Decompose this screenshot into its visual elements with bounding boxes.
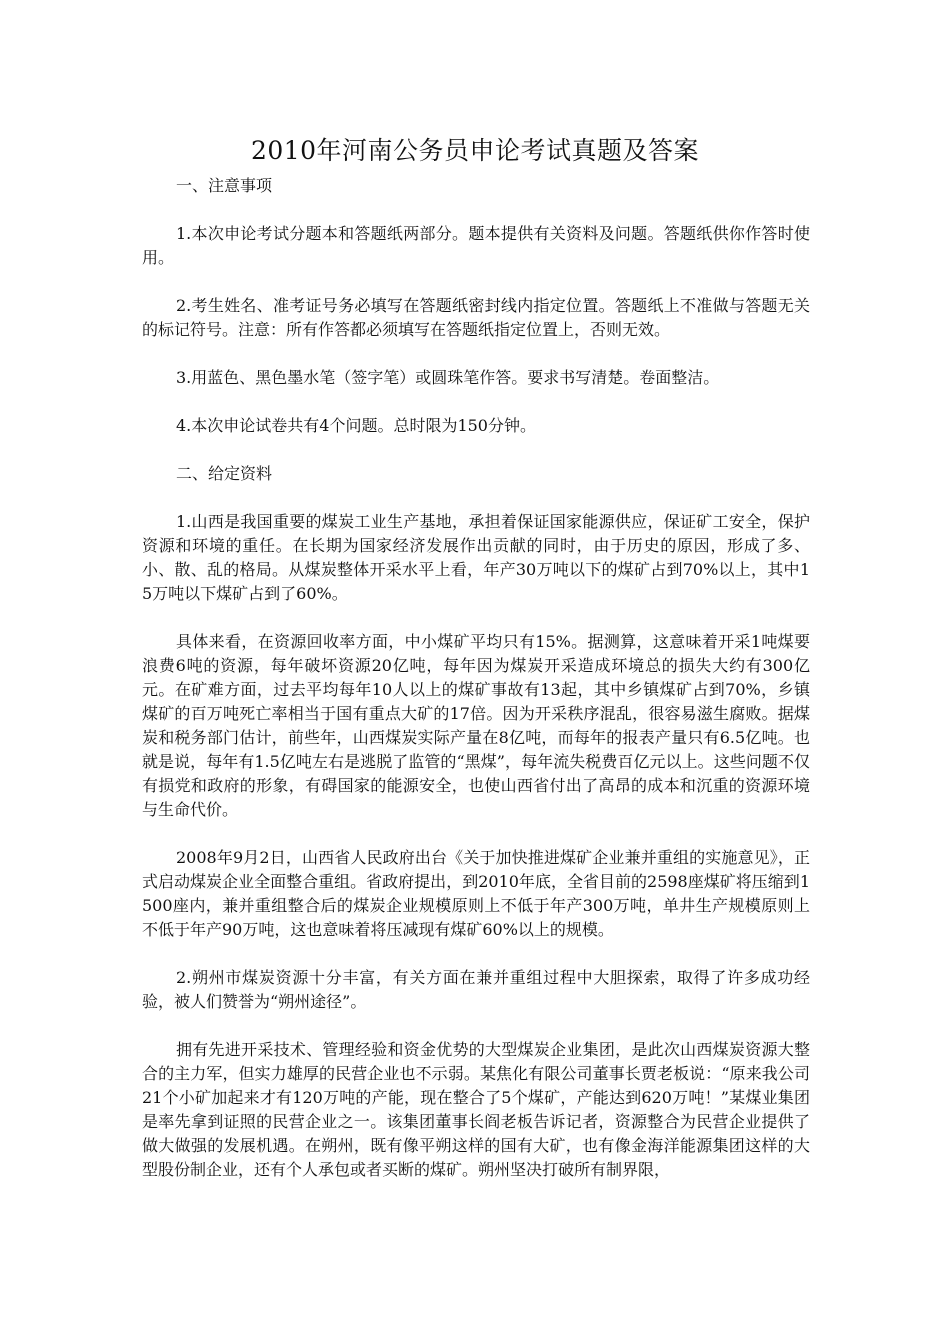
notice-paragraph: 1.本次申论考试分题本和答题纸两部分。题本提供有关资料及问题。答题纸供你作答时使用。 xyxy=(142,224,810,267)
notice-paragraph: 3.用蓝色、黑色墨水笔（签字笔）或圆珠笔作答。要求书写清楚。卷面整洁。 xyxy=(176,368,720,387)
material-paragraph: 具体来看，在资源回收率方面，中小煤矿平均只有15%。据测算，这意味着开采1吨煤要浪费6吨的资源，每年破坏资源20亿吨，每年因为煤炭开采造成环境总的损失大约有300亿元。在矿难方面，过去平均每年10人以上的煤矿事故有13起，其中乡镇煤矿占到70%，乡镇煤矿的百万吨死亡率相当于国有重点大矿的17倍。因为开采秩序混乱，很容易滋生腐败。据煤炭和税务部门估计，前些年，山西煤炭实际产量在8亿吨，而每年的报表产量只有6.5亿吨。也就是说，每年有1.5亿吨左右是逃脱了监管的“黑煤”，每年流失税费百亿元以上。这些问题不仅有损党和政府的形象，有碍国家的能源安全，也使山西省付出了高昂的成本和沉重的资源环境与生命代价。 xyxy=(142,632,810,819)
section-heading-notices: 一、注意事项 xyxy=(176,176,273,195)
notice-paragraph: 4.本次申论试卷共有4个问题。总时限为150分钟。 xyxy=(176,416,536,435)
section-heading-materials: 二、给定资料 xyxy=(176,464,273,483)
material-paragraph: 2008年9月2日，山西省人民政府出台《关于加快推进煤矿企业兼并重组的实施意见》，正式启动煤炭企业全面整合重组。省政府提出，到2010年底，全省目前的2598座煤矿将压缩到1500座内，兼并重组整合后的煤炭企业规模原则上不低于年产300万吨，单井生产规模原则上不低于年产90万吨，这也意味着将压减现有煤矿60%以上的规模。 xyxy=(142,848,810,939)
document-title: 2010年河南公务员申论考试真题及答案 xyxy=(250,136,700,165)
material-paragraph: 2.朔州市煤炭资源十分丰富，有关方面在兼并重组过程中大胆探索，取得了许多成功经验，被人们赞誉为“朔州途径”。 xyxy=(142,968,810,1011)
notice-paragraph: 2.考生姓名、准考证号务必填写在答题纸密封线内指定位置。答题纸上不准做与答题无关的标记符号。注意：所有作答都必须填写在答题纸指定位置上，否则无效。 xyxy=(142,296,810,339)
material-paragraph: 1.山西是我国重要的煤炭工业生产基地，承担着保证国家能源供应，保证矿工安全，保护资源和环境的重任。在长期为国家经济发展作出贡献的同时，由于历史的原因，形成了多、小、散、乱的格局。从煤炭整体开采水平上看，年产30万吨以下的煤矿占到70%以上，其中15万吨以下煤矿占到了60%。 xyxy=(142,512,810,603)
document-body xyxy=(142,174,810,1206)
material-paragraph: 拥有先进开采技术、管理经验和资金优势的大型煤炭企业集团，是此次山西煤炭资源大整合的主力军，但实力雄厚的民营企业也不示弱。某焦化有限公司董事长贾老板说：“原来我公司21个小矿加起来才有120万吨的产能，现在整合了5个煤矿，产能达到620万吨！”某煤业集团是率先拿到证照的民营企业之一。该集团董事长阎老板告诉记者，资源整合为民营企业提供了做大做强的发展机遇。在朔州，既有像平朔这样的国有大矿，也有像金海洋能源集团这样的大型股份制企业，还有个人承包或者买断的煤矿。朔州坚决打破所有制界限， xyxy=(142,1040,810,1179)
